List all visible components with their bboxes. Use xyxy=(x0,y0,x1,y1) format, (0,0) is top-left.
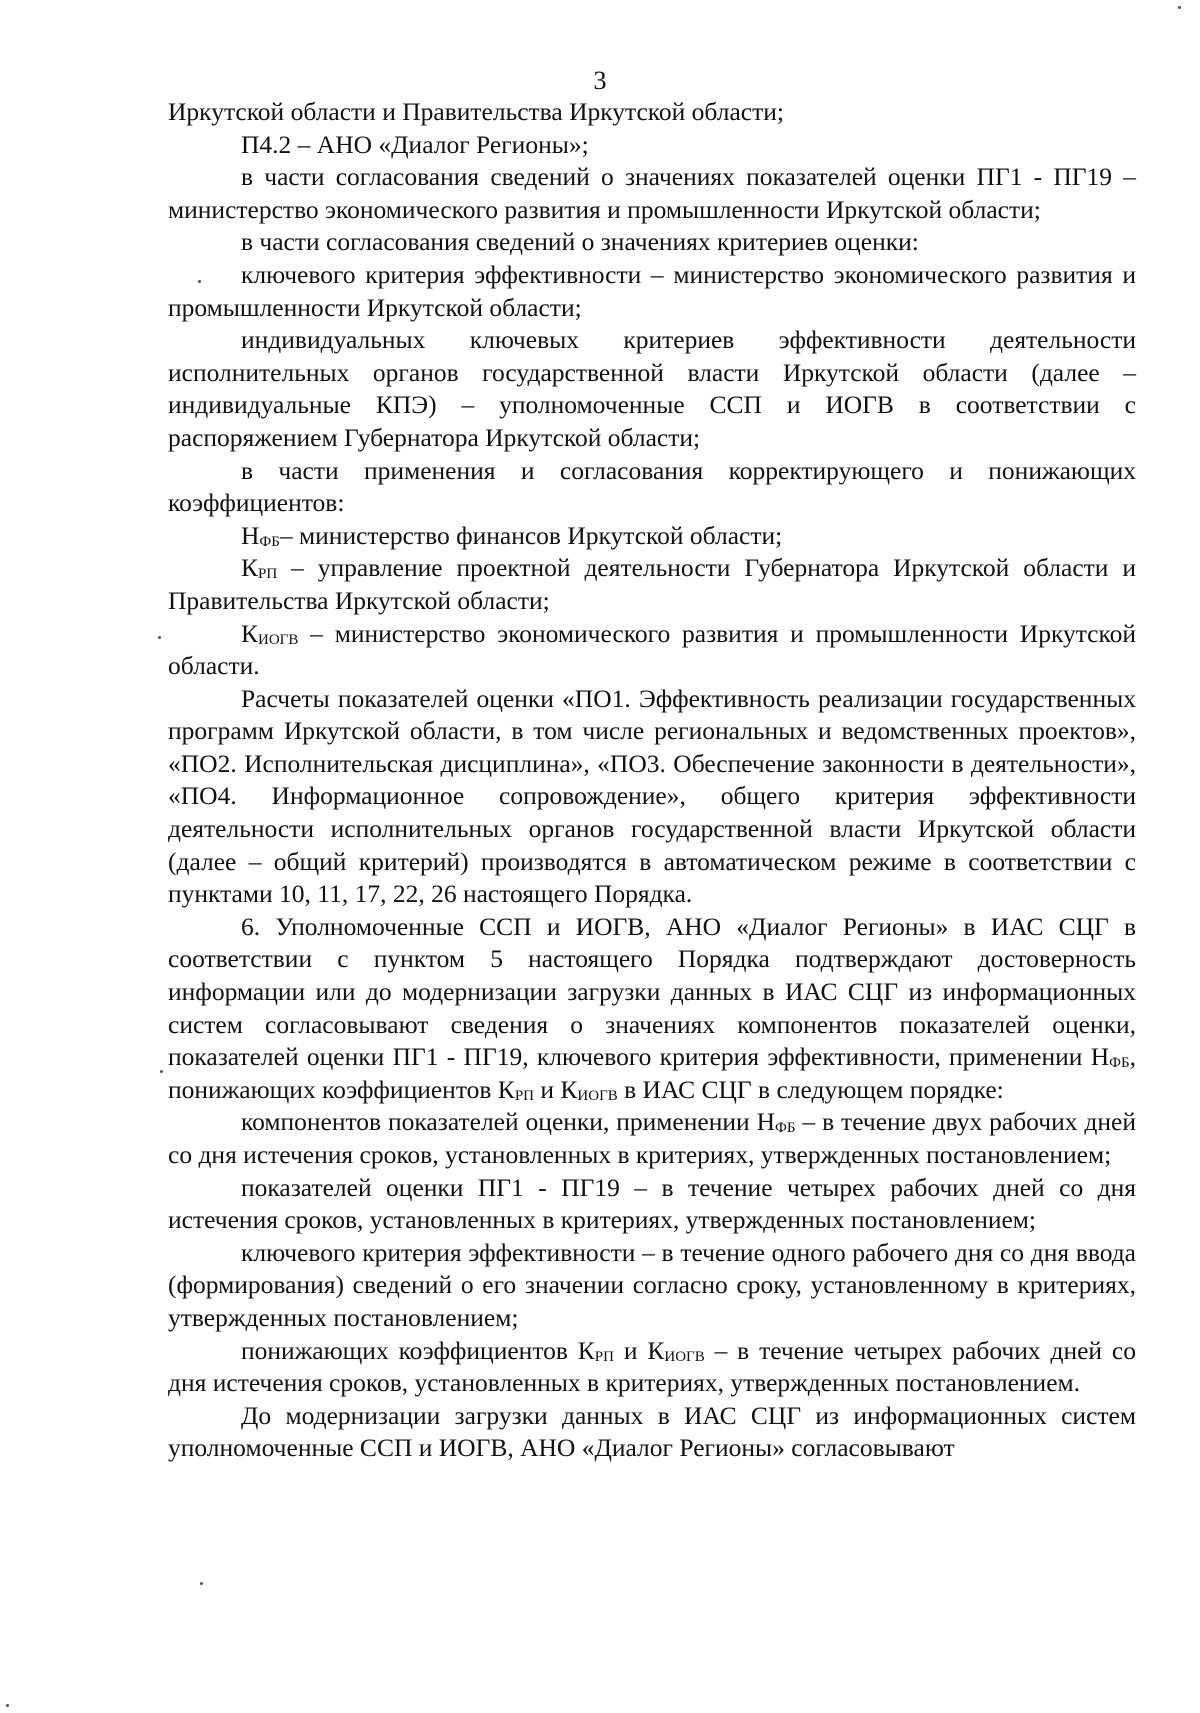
paragraph: ключевого критерия эффективности – министерство экономического развития и промышленности Иркутской области; xyxy=(168,259,1136,322)
coefficient-subscript: РП xyxy=(258,566,278,583)
document-body xyxy=(168,96,1136,1465)
paragraph: Расчеты показателей оценки «ПО1. Эффективность реализации государственных программ Иркутской области, в том числе региональных и ведомственных проектов», «ПО2. Исполнительская дисциплина», «ПО3. Обеспечение законности в деятельности», «ПО4. Информационное сопровождение», общего критерия эффективности деятельности исполнительных органов государственной власти Иркутской области (далее – общий критерий) производятся в автоматическом режиме в соответствии с пунктами 10, 11, 17, 22, 26 настоящего Порядка. xyxy=(168,683,1136,909)
paragraph: КИОГВ – министерство экономического развития и промышленности Иркутской области. xyxy=(168,618,1136,681)
coefficient-subscript: РП xyxy=(594,1348,614,1365)
scan-speck xyxy=(158,636,161,639)
coefficient-subscript: ИОГВ xyxy=(577,1087,618,1104)
paragraph: показателей оценки ПГ1 - ПГ19 – в течение четырех рабочих дней со дня истечения сроков, установленных в критериях, утвержденных постановлением; xyxy=(168,1172,1136,1235)
paragraph: До модернизации загрузки данных в ИАС СЦГ из информационных систем уполномоченные ССП и ИОГВ, АНО «Диалог Регионы» согласовывают xyxy=(168,1400,1136,1463)
coefficient-subscript: ФБ xyxy=(259,533,280,550)
paragraph: индивидуальных ключевых критериев эффективности деятельности исполнительных органов государственной власти Иркутской области (далее – индивидуальные КПЭ) – уполномоченные ССП и ИОГВ в соответствии с распоряжением Губернатора Иркутской области; xyxy=(168,325,1136,452)
coefficient-subscript: ФБ xyxy=(775,1120,796,1137)
coefficient-symbol: КИОГВ xyxy=(241,618,299,648)
coefficient-subscript: ИОГВ xyxy=(258,631,299,648)
coefficient-subscript: РП xyxy=(514,1087,535,1104)
paragraph: ключевого критерия эффективности – в течение одного рабочего дня со дня ввода (формирования) сведений о его значении согласно сроку, установленному в критериях, утвержденных постановлением; xyxy=(168,1237,1136,1332)
scan-speck xyxy=(160,1070,163,1073)
scan-speck xyxy=(200,1582,203,1585)
coefficient-symbol: НФБ xyxy=(241,520,280,550)
page-number: 3 xyxy=(593,66,607,95)
paragraph: понижающих коэффициентов КРП и КИОГВ – в течение четырех рабочих дней со дня истечения сроков, установленных в критериях, утвержденных постановлением. xyxy=(168,1335,1136,1398)
scan-speck xyxy=(6,1704,9,1707)
paragraph: НФБ– министерство финансов Иркутской области; xyxy=(241,520,783,550)
paragraph: в части применения и согласования корректирующего и понижающих коэффициентов: xyxy=(168,455,1136,518)
paragraph: Иркутской области и Правительства Иркутской области; xyxy=(168,97,784,126)
coefficient-subscript: ИОГВ xyxy=(664,1348,705,1365)
coefficient-subscript: ФБ xyxy=(1109,1055,1130,1072)
paragraph: в части согласования сведений о значениях показателей оценки ПГ1 - ПГ19 – министерство экономического развития и промышленности Иркутской области; xyxy=(168,162,1136,224)
scan-speck xyxy=(1178,6,1181,9)
coefficient-symbol: КРП xyxy=(241,553,278,583)
paragraph: компонентов показателей оценки, применении НФБ – в течение двух рабочих дней со дня истечения сроков, установленных в критериях, утвержденных постановлением; xyxy=(168,1107,1137,1169)
paragraph: КРП – управление проектной деятельности Губернатора Иркутской области и Правительства Иркутской области; xyxy=(168,553,1136,615)
paragraph: 6. Уполномоченные ССП и ИОГВ, АНО «Диалог Регионы» в ИАС СЦГ в соответствии с пунктом 5 настоящего Порядка подтверждают достоверность информации или до модернизации загрузки данных в ИАС СЦГ из информационных систем согласовывают сведения о значениях компонентов показателей оценки, показателей оценки ПГ1 - ПГ19, ключевого критерия эффективности, применении НФБ, понижающих коэффициентов КРП и КИОГВ в ИАС СЦГ в следующем порядке: xyxy=(168,911,1136,1104)
paragraph: П4.2 – АНО «Диалог Регионы»; xyxy=(241,129,589,159)
scan-speck xyxy=(198,280,201,283)
paragraph: в части согласования сведений о значениях критериев оценки: xyxy=(241,227,919,257)
